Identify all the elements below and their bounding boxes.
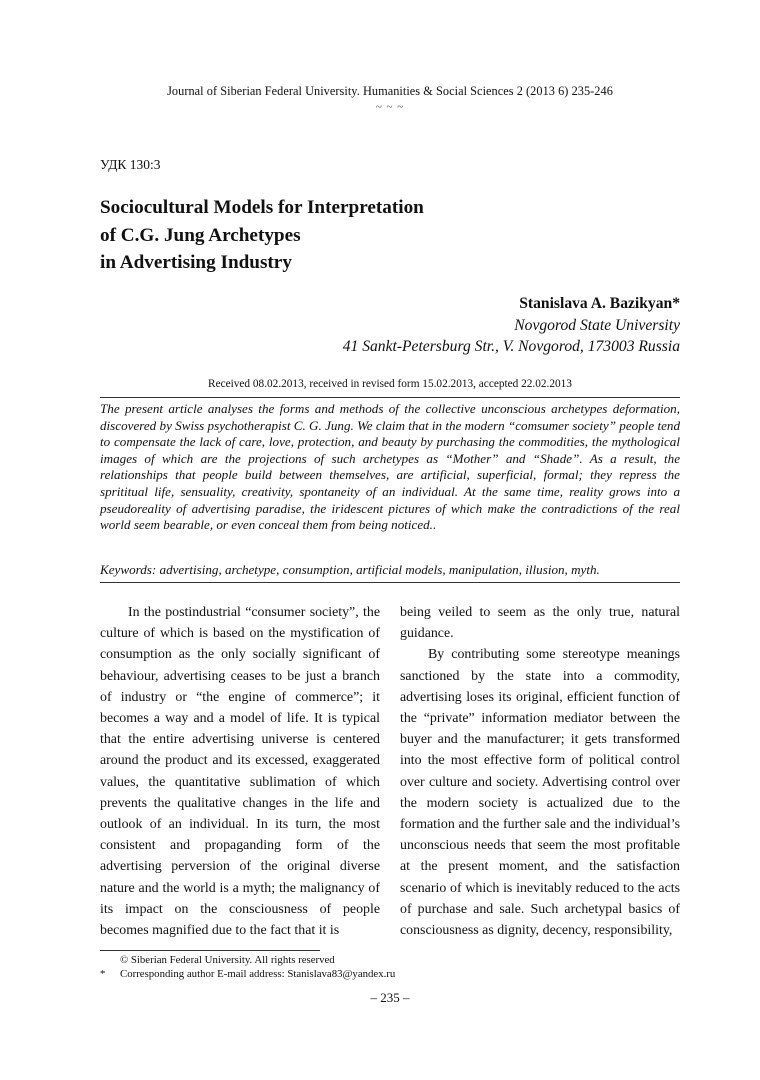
- page-number: – 235 –: [370, 990, 410, 1005]
- author-address: 41 Sankt-Petersburg Str., V. Novgorod, 173003 Russia: [342, 338, 680, 355]
- abstract: The present article analyses the forms and methods of the collective unconscious archetypes deformation, discovered by Swiss psychotherapist C. G. Jung. We claim that in the modern “comsumer society” people tend to compensate the lack of care, love, protection, and beauty by purchasing the commodities, the mythological images of which are the projections of such archetypes as “Mother” and “Shade”. As a result, the relationships that people build between themselves, are artificial, superficial, formal; they repress the sprititual life, sensuality, creativity, spontaneity of an individual. At the same time, reality grows into a pseudoreality of advertising paradise, the iridescent pictures of which make the contradictions of the real world seem bearable, or even conceal them from being noticed..: [100, 401, 680, 533]
- keywords: Keywords: advertising, archetype, consumption, artificial models, manipulation, illusion, myth.: [100, 562, 600, 577]
- abstract-bottom-rule: [100, 582, 680, 583]
- author-name: Stanislava A. Bazikyan*: [519, 295, 680, 312]
- body-paragraph: In the postindustrial “consumer society”, the culture of which is based on the mystification of consumption as the only socially significant of behaviour, advertising ceases to be just a branch of industry or “the engine of commerce”; it becomes a way and a model of life. It is typical that the entire advertising universe is centered around the product and its excessed, exaggerated values, the quantitative sublimation of which prevents the qualitative changes in the life and outlook of an individual. In its turn, the most consistent and propaganding form of the advertising perversion of the original diverse nature and the world is a myth; the malignancy of its impact on the consciousness of people becomes magnified due to the fact that it is: [100, 605, 380, 939]
- author-block: [343, 293, 680, 358]
- title-line-3: in Advertising Industry: [100, 252, 292, 273]
- body-paragraph: By contributing some stereotype meanings sanctioned by the state into a commodity, advertising loses its original, efficient function of the “private” information mediator between the buyer and the manufacturer; it gets transformed into the most effective form of political control over culture and society. Advertising control over the modern society is actualized due to the formation and the further sale and the individual’s unconscious needs that seem the most profitable at the present moment, and the satisfaction scenario of which is inevitably reduced to the acts of purchase and sale. Such archetypal basics of consciousness as dignity, decency, responsibility,: [400, 647, 680, 939]
- body-paragraph-continued: being veiled to seem as the only true, natural guidance.: [400, 605, 680, 642]
- body-column-right: [400, 602, 680, 941]
- journal-header: Journal of Siberian Federal University. Humanities & Social Sciences 2 (2013 6) 235-246: [167, 84, 613, 98]
- body-column-left: [100, 602, 380, 941]
- article-title: [100, 194, 660, 277]
- corresponding-author-email: Corresponding author E-mail address: Stanislava83@yandex.ru: [120, 968, 396, 980]
- title-line-2: of C.G. Jung Archetypes: [100, 224, 301, 246]
- abstract-top-rule: [100, 397, 680, 398]
- received-dates: Received 08.02.2013, received in revised form 15.02.2013, accepted 22.02.2013: [208, 378, 572, 390]
- corresponding-footnote: [100, 967, 395, 981]
- author-institution: Novgorod State University: [514, 316, 680, 334]
- footnote-rule: [100, 950, 320, 951]
- udk-code: УДК 130:3: [100, 157, 161, 172]
- copyright-footnote: © Siberian Federal University. All rights reserved: [120, 954, 335, 966]
- footnote-mark: *: [100, 968, 106, 980]
- header-ornament: ~ ~ ~: [375, 101, 405, 113]
- title-line-1: Sociocultural Models for Interpretation: [100, 197, 424, 218]
